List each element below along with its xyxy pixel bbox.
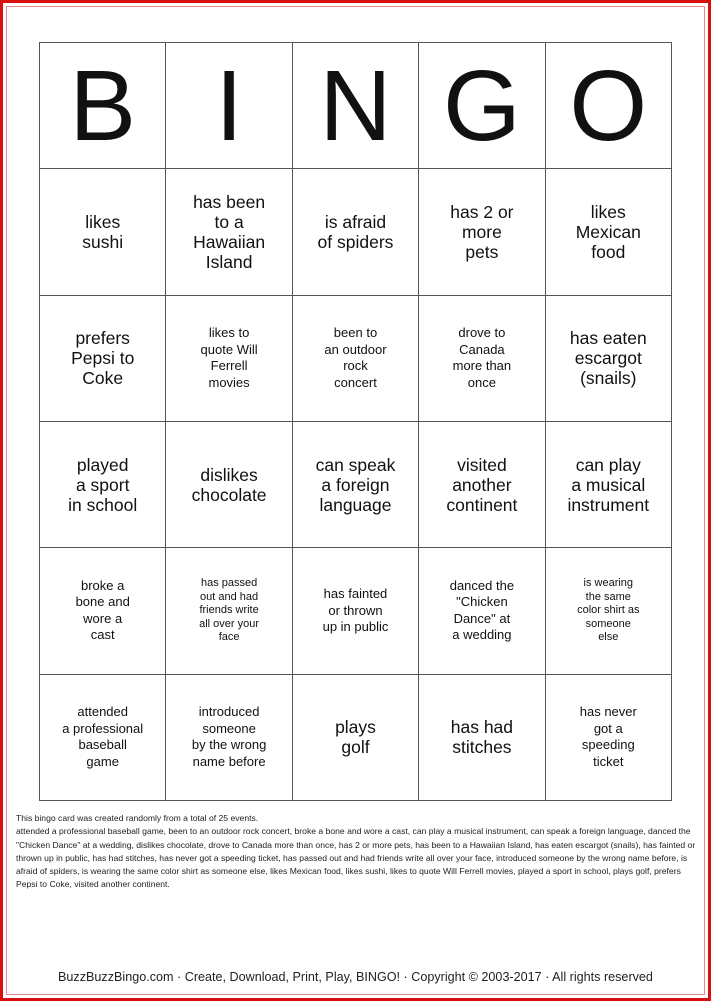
bingo-square[interactable]: introduced someone by the wrong name before	[166, 675, 292, 801]
events-description	[16, 812, 696, 892]
bingo-square[interactable]: is wearing the same color shirt as someone else	[546, 548, 672, 674]
events-intro: This bingo card was created randomly from a total of 25 events.	[16, 813, 259, 823]
bingo-square[interactable]: has never got a speeding ticket	[546, 675, 672, 801]
bingo-square[interactable]: dislikes chocolate	[166, 422, 292, 548]
header-letter-n: N	[293, 43, 419, 169]
bingo-square[interactable]: broke a bone and wore a cast	[40, 548, 166, 674]
bingo-square[interactable]: played a sport in school	[40, 422, 166, 548]
bingo-square[interactable]: likes Mexican food	[546, 169, 672, 295]
header-letter-b: B	[40, 43, 166, 169]
bingo-square[interactable]: is afraid of spiders	[293, 169, 419, 295]
bingo-square[interactable]: likes to quote Will Ferrell movies	[166, 296, 292, 422]
bingo-square[interactable]: can speak a foreign language	[293, 422, 419, 548]
events-list: attended a professional baseball game, been to an outdoor rock concert, broke a bone and wore a cast, can play a musical instrument, can speak a foreign language, danced the "Chicken Dance" at a wedding, dislikes chocolate, drove to Canada more than once, has 2 or more pets, has been to a Hawaiian Island, has eaten escargot (snails), has fainted or thrown up in public, has had stitches, has never got a speeding ticket, has passed out and had friends write all over your face, introduced someone by the wrong name before, is afraid of spiders, is wearing the same color shirt as someone else, likes Mexican food, likes sushi, likes to quote Will Ferrell movies, played a sport in school, plays golf, prefers Pepsi to Coke, visited another continent.	[16, 826, 696, 890]
bingo-square[interactable]: prefers Pepsi to Coke	[40, 296, 166, 422]
bingo-square[interactable]: visited another continent	[419, 422, 545, 548]
bingo-square[interactable]: has passed out and had friends write all over your face	[166, 548, 292, 674]
header-letter-i: I	[166, 43, 292, 169]
bingo-square[interactable]: danced the "Chicken Dance" at a wedding	[419, 548, 545, 674]
bingo-square[interactable]: has been to a Hawaiian Island	[166, 169, 292, 295]
bingo-square[interactable]: attended a professional baseball game	[40, 675, 166, 801]
bingo-square[interactable]: has fainted or thrown up in public	[293, 548, 419, 674]
bingo-square[interactable]: drove to Canada more than once	[419, 296, 545, 422]
bingo-square[interactable]: likes sushi	[40, 169, 166, 295]
bingo-square[interactable]: has eaten escargot (snails)	[546, 296, 672, 422]
footer-copyright: BuzzBuzzBingo.com · Create, Download, Print, Play, BINGO! · Copyright © 2003-2017 · All rights reserved	[58, 970, 653, 984]
header-letter-o: O	[546, 43, 672, 169]
bingo-square[interactable]: has 2 or more pets	[419, 169, 545, 295]
bingo-square[interactable]: has had stitches	[419, 675, 545, 801]
header-letter-g: G	[419, 43, 545, 169]
bingo-square[interactable]: plays golf	[293, 675, 419, 801]
bingo-square[interactable]: been to an outdoor rock concert	[293, 296, 419, 422]
bingo-card	[39, 42, 672, 801]
bingo-square[interactable]: can play a musical instrument	[546, 422, 672, 548]
